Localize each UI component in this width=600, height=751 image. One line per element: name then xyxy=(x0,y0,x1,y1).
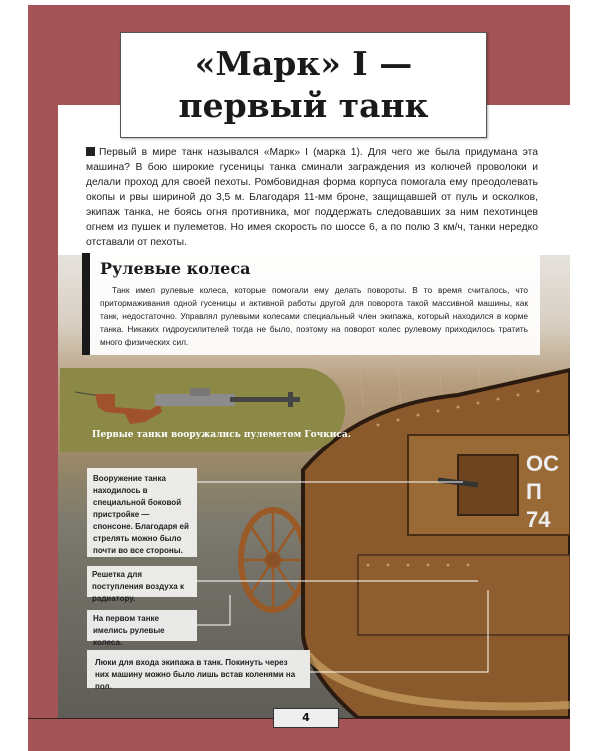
machine-gun-icon xyxy=(70,372,310,432)
gun-caption: Первые танки вооружались пулеметом Гочкиса. xyxy=(92,430,351,440)
sidebar-text: Танк имел рулевые колеса, которые помогали ему делать повороты. В то время считалось, что притормаживания одной гусеницы и активной работы другой для поворота такой массивной машины, как танк, недостаточно. Управлял рулевыми колесами специальный член экипажа, который находился в корме танка. Никаких гидроусилителей тогда не было, поэтому на поворот колес рулевому приходилось тратить много физических сил. xyxy=(100,285,528,347)
tank-marking: П xyxy=(526,479,542,504)
callout-sponson: Вооружение танка находилось в специальной боковой пристройке — спонсоне. Благодаря ей стрелять можно было почти во все стороны. xyxy=(87,468,197,557)
bullet-square-icon xyxy=(86,147,95,156)
title-line-1: «Марк» I — xyxy=(194,44,413,83)
tank-marking: ОС xyxy=(526,451,559,476)
page-frame-left xyxy=(28,5,58,750)
intro-text: Первый в мире танк назывался «Марк» I (марка 1). Для чего же была придумана эта машина? В бою широкие гусеницы танка сминали заграждения из колючей проволоки и делали проход для своей пехоты. Ромбовидная форма корпуса помогала ему преодолевать окопы и рвы шириной до 3,5 м. Благодаря 11-мм броне, защищавшей от пуль и осколков, экипаж танка, не боясь огня противника, мог поддержать следовавших за ним пехотинцев огнем из пушек и пулеметов. Но имея скорость по шоссе 6, а по полю 3 км/ч, танки нередко отставали от пехоты. xyxy=(86,147,538,248)
tank-marking: 74 xyxy=(526,507,551,532)
callout-steering-wheels: На первом танке имелись рулевые колеса. xyxy=(87,610,197,641)
callout-radiator-grille: Решетка для поступления воздуха к радиатору. xyxy=(87,566,197,597)
page-title xyxy=(120,32,487,138)
intro-paragraph xyxy=(86,145,538,250)
title-line-2: первый танк xyxy=(178,86,429,125)
page-number: 4 xyxy=(273,708,339,728)
sidebar-title: Рулевые колеса xyxy=(100,259,251,278)
steering-wheels-sidebar xyxy=(82,253,540,355)
machine-gun-panel xyxy=(60,368,351,452)
callout-hatches: Люки для входа экипажа в танк. Покинуть через них машину можно было лишь встав коленями на пол. xyxy=(87,650,310,688)
